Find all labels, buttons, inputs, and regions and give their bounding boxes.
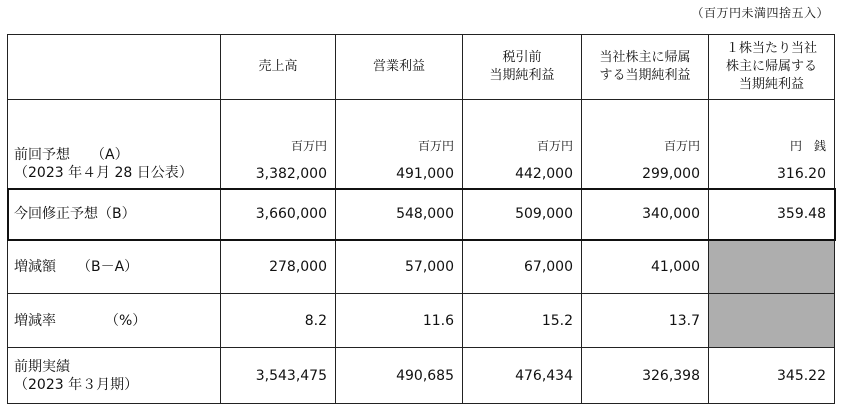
cell-sales: 8.2 bbox=[221, 294, 336, 348]
cell-operating-income: 百万円 491,000 bbox=[336, 100, 463, 189]
cell-pretax-income: 476,434 bbox=[463, 348, 582, 404]
header-pretax-income bbox=[463, 35, 582, 100]
header-line: 当期純利益 bbox=[738, 77, 804, 92]
table-row-change-amount bbox=[8, 240, 835, 294]
header-row bbox=[8, 35, 835, 100]
cell-sales: 3,660,000 bbox=[221, 189, 336, 240]
header-line: 当社株主に帰属 bbox=[599, 50, 691, 65]
row-label: 今回修正予想（B） bbox=[8, 189, 221, 240]
cell-eps: 359.48 bbox=[709, 189, 835, 240]
table-row-revised-forecast bbox=[8, 189, 835, 240]
table-row-change-rate bbox=[8, 294, 835, 348]
row-label: 前期実績 （2023 年３月期） bbox=[8, 348, 221, 404]
cell-net-income: 13.7 bbox=[582, 294, 709, 348]
cell-sales: 百万円 3,382,000 bbox=[221, 100, 336, 189]
header-line: する当期純利益 bbox=[599, 68, 691, 83]
header-line: 税引前 bbox=[502, 50, 542, 65]
cell-eps-shaded bbox=[709, 294, 835, 348]
cell-pretax-income: 15.2 bbox=[463, 294, 582, 348]
header-sales: 売上高 bbox=[221, 35, 336, 100]
table-row-previous-forecast bbox=[8, 100, 835, 189]
cell-pretax-income: 百万円 442,000 bbox=[463, 100, 582, 189]
cell-operating-income: 57,000 bbox=[336, 240, 463, 294]
cell-net-income: 41,000 bbox=[582, 240, 709, 294]
cell-net-income: 340,000 bbox=[582, 189, 709, 240]
header-line: 株主に帰属する bbox=[725, 59, 817, 74]
cell-pretax-income: 509,000 bbox=[463, 189, 582, 240]
cell-operating-income: 11.6 bbox=[336, 294, 463, 348]
cell-net-income: 326,398 bbox=[582, 348, 709, 404]
header-line: 当期純利益 bbox=[489, 68, 555, 83]
table-row-prior-year-actual bbox=[8, 348, 835, 404]
cell-sales: 278,000 bbox=[221, 240, 336, 294]
cell-eps: 円 銭 316.20 bbox=[709, 100, 835, 189]
header-operating-income: 営業利益 bbox=[336, 35, 463, 100]
cell-eps: 345.22 bbox=[709, 348, 835, 404]
cell-operating-income: 548,000 bbox=[336, 189, 463, 240]
cell-eps-shaded bbox=[709, 240, 835, 294]
header-net-income bbox=[582, 35, 709, 100]
row-label: 増減率 （%） bbox=[8, 294, 221, 348]
header-line: １株当たり当社 bbox=[725, 41, 817, 56]
cell-operating-income: 490,685 bbox=[336, 348, 463, 404]
cell-pretax-income: 67,000 bbox=[463, 240, 582, 294]
row-label: 前回予想 （A） （2023 年４月 28 日公表） bbox=[8, 100, 221, 189]
header-empty bbox=[8, 35, 221, 100]
header-eps bbox=[709, 35, 835, 100]
cell-net-income: 百万円 299,000 bbox=[582, 100, 709, 189]
forecast-revision-table bbox=[7, 34, 835, 404]
rounding-note: （百万円未満四捨五入） bbox=[691, 6, 829, 20]
row-label: 増減額 （B－A） bbox=[8, 240, 221, 294]
cell-sales: 3,543,475 bbox=[221, 348, 336, 404]
